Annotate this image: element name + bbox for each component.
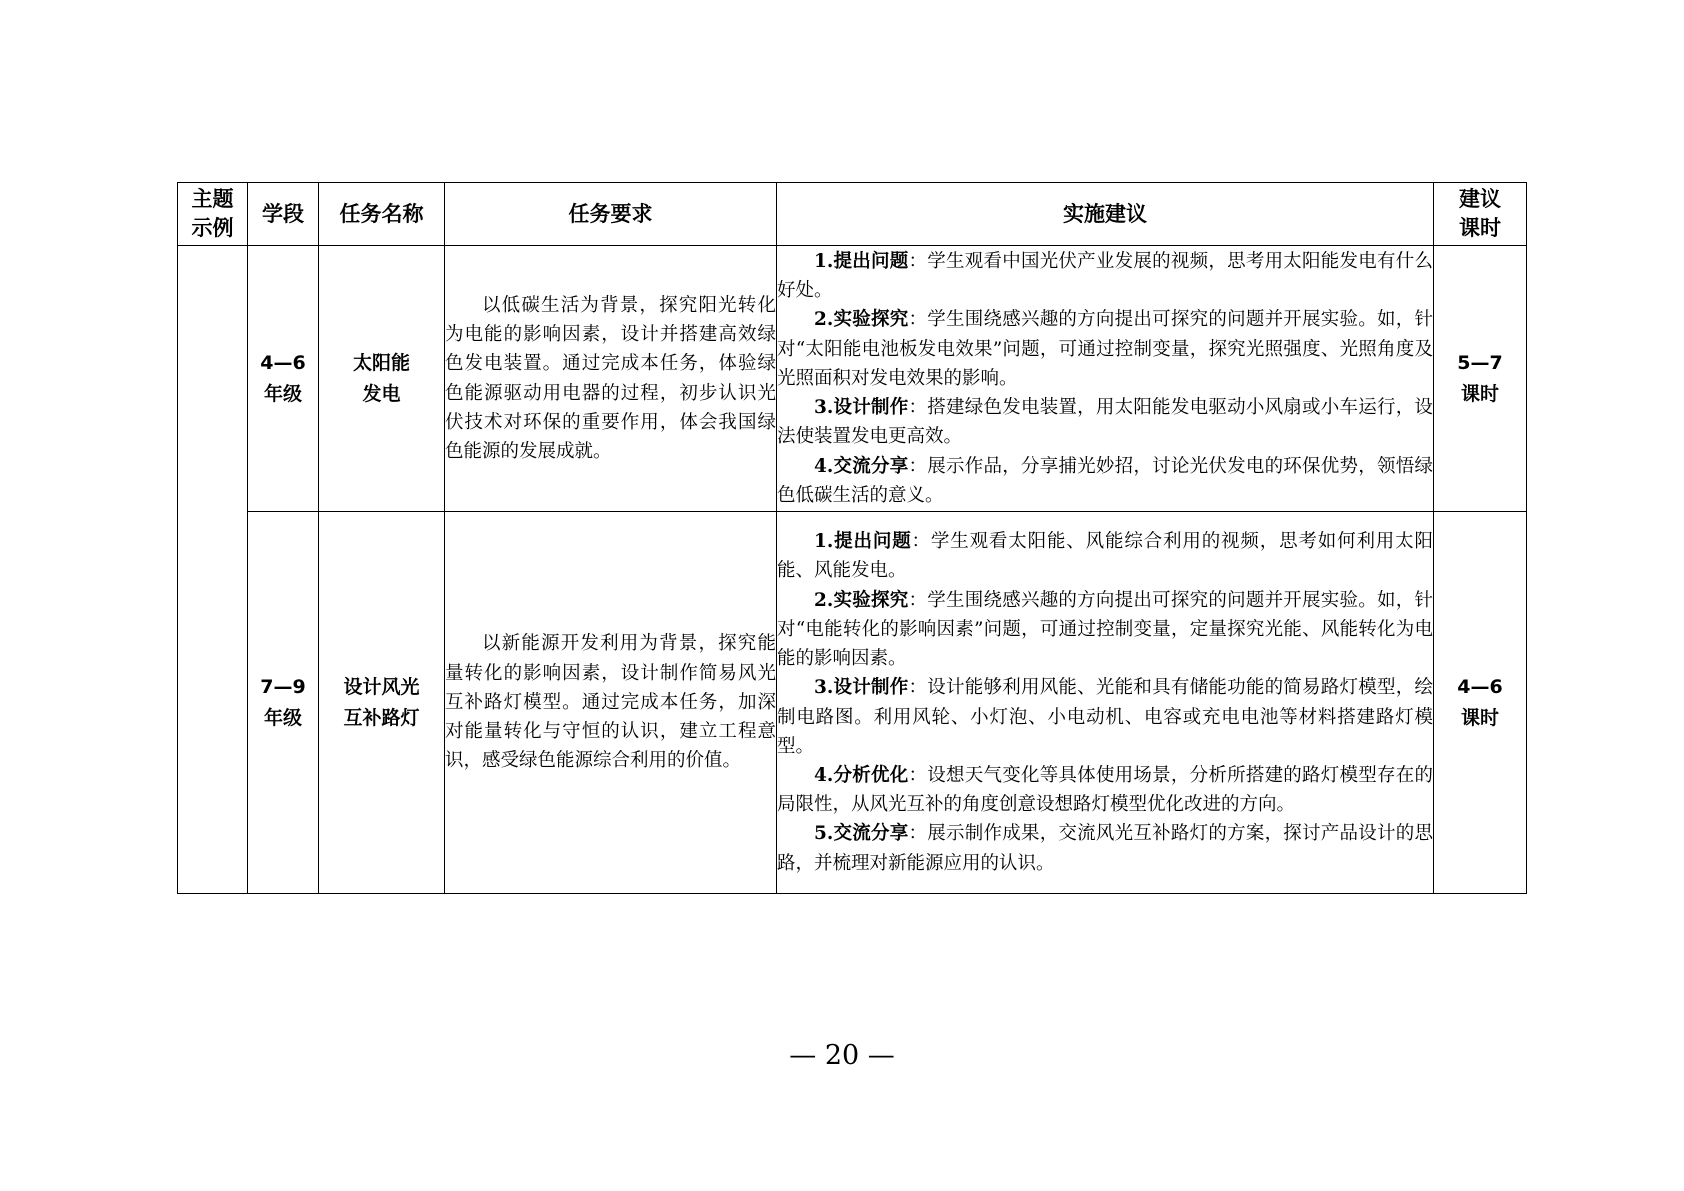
step-item	[777, 819, 1433, 877]
table-row	[178, 246, 1527, 512]
step-label: 1.提出问题	[814, 251, 909, 273]
header-row	[178, 183, 1527, 246]
header-theme: 主题示例	[178, 183, 248, 246]
step-text: ：学生围绕感兴趣的方向提出可探究的问题并开展实验。如，针对“太阳能电池板发电效果”问题，可通过控制变量，探究光照强度、光照角度及光照面积对发电效果的影响。	[777, 309, 1433, 389]
step-text: ：设想天气变化等具体使用场景，分析所搭建的路灯模型存在的局限性，从风光互补的角度创意设想路灯模型优化改进的方向。	[777, 764, 1433, 816]
step-item	[777, 673, 1433, 761]
step-item	[777, 247, 1433, 305]
step-label: 1.提出问题	[814, 531, 912, 553]
stage-cell: 4—6 年级	[248, 246, 319, 512]
step-text: ：展示制作成果，交流风光互补路灯的方案，探讨产品设计的思路，并梳理对新能源应用的认识。	[777, 823, 1433, 874]
step-item	[777, 761, 1433, 819]
task-name-cell: 太阳能 发电	[319, 246, 445, 512]
step-text: ：搭建绿色发电装置，用太阳能发电驱动小风扇或小车运行，设法使装置发电更高效。	[777, 397, 1433, 448]
header-stage: 学段	[248, 183, 319, 246]
requirement-cell: 以新能源开发利用为背景，探究能量转化的影响因素，设计制作简易风光互补路灯模型。通过完成本任务，加深对能量转化与守恒的认识，建立工程意识，感受绿色能源综合利用的价值。	[445, 512, 777, 894]
step-label: 3.设计制作	[814, 677, 909, 699]
step-label: 2.实验探究	[814, 309, 909, 331]
page-number: — 20 —	[789, 1040, 895, 1071]
table-row	[178, 512, 1527, 894]
curriculum-table	[177, 182, 1527, 894]
header-requirements: 任务要求	[445, 183, 777, 246]
header-suggestions: 实施建议	[777, 183, 1434, 246]
suggestion-cell	[777, 512, 1434, 894]
step-text: ：学生围绕感兴趣的方向提出可探究的问题并开展实验。如，针对“电能转化的影响因素”问题，可通过控制变量，定量探究光能、风能转化为电能的影响因素。	[777, 589, 1433, 670]
step-item	[777, 393, 1433, 451]
step-item	[777, 586, 1433, 674]
header-task-name: 任务名称	[319, 183, 445, 246]
step-text: ：学生观看中国光伏产业发展的视频，思考用太阳能发电有什么好处。	[777, 251, 1433, 302]
step-item	[777, 305, 1433, 393]
theme-cell	[178, 246, 248, 894]
step-label: 4.分析优化	[814, 764, 909, 786]
step-text: ：展示作品，分享捕光妙招，讨论光伏发电的环保优势，领悟绿色低碳生活的意义。	[777, 455, 1433, 506]
step-label: 4.交流分享	[814, 455, 909, 477]
task-name-cell: 设计风光 互补路灯	[319, 512, 445, 894]
step-text: ：设计能够利用风能、光能和具有储能功能的简易路灯模型，绘制电路图。利用风轮、小灯泡、小电动机、电容或充电电池等材料搭建路灯模型。	[777, 677, 1433, 757]
step-item	[777, 452, 1433, 510]
requirement-cell: 以低碳生活为背景，探究阳光转化为电能的影响因素，设计并搭建高效绿色发电装置。通过完成本任务，体验绿色能源驱动用电器的过程，初步认识光伏技术对环保的重要作用，体会我国绿色能源的发展成就。	[445, 246, 777, 512]
step-label: 5.交流分享	[814, 823, 909, 845]
hours-cell: 5—7 课时	[1434, 246, 1527, 512]
step-item	[777, 527, 1433, 585]
header-hours: 建议课时	[1434, 183, 1527, 246]
step-label: 2.实验探究	[814, 589, 909, 611]
stage-cell: 7—9 年级	[248, 512, 319, 894]
step-label: 3.设计制作	[814, 397, 909, 419]
suggestion-cell	[777, 246, 1434, 512]
hours-cell: 4—6 课时	[1434, 512, 1527, 894]
step-text: ：学生观看太阳能、风能综合利用的视频，思考如何利用太阳能、风能发电。	[777, 531, 1433, 582]
